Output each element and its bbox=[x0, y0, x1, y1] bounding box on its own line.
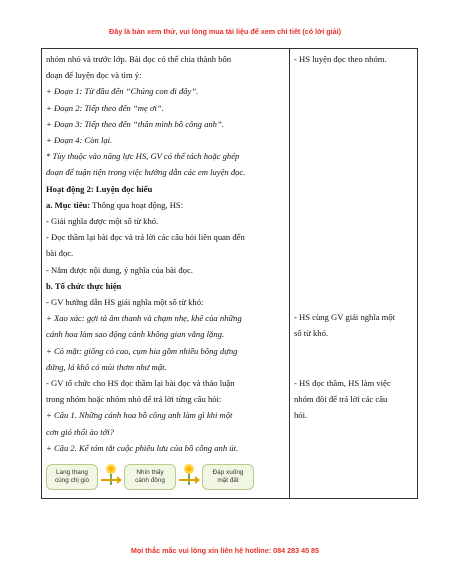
student-activity: số từ khó. bbox=[294, 328, 329, 339]
goal-text: Thông qua hoạt động, HS: bbox=[90, 199, 184, 210]
student-activity: hỏi. bbox=[294, 410, 308, 421]
preview-notice: Đây là bản xem thử, vui lòng mua tài liệu để xem chi tiết (có lời giải) bbox=[109, 27, 341, 36]
table-row bbox=[42, 49, 418, 499]
story-step-1 bbox=[46, 464, 98, 490]
step-label: cùng chị gió bbox=[54, 477, 90, 485]
step-label: mặt đất bbox=[217, 477, 239, 485]
instruction-line: trong nhóm hoặc nhóm nhỏ để trả lời từng câu hỏi: bbox=[46, 394, 222, 405]
note-line: * Tùy thuộc vào năng lực HS, GV có thể tách hoặc ghép bbox=[46, 151, 240, 162]
story-steps-diagram bbox=[46, 462, 285, 492]
instruction-line: - GV tổ chức cho HS đọc thầm lại bài đọc và thảo luận bbox=[46, 378, 235, 389]
story-step-3 bbox=[202, 464, 254, 490]
note-line: đoạn để tuận tiện trong việc hướng dẫn các em luyện đọc. bbox=[46, 167, 246, 178]
goal-item: - Giải nghĩa được một số từ khó. bbox=[46, 216, 159, 227]
student-activities-cell bbox=[290, 49, 418, 499]
activity-heading: Hoạt động 2: Luyện đọc hiểu bbox=[46, 183, 153, 194]
goal-item: - Đọc thầm lại bài đọc và trả lời các câu hỏi liên quan đến bbox=[46, 232, 245, 243]
vocab-line: + Cỏ mặt: giống cỏ cao, cụm hia gồm nhiều bông dựng bbox=[46, 345, 238, 356]
student-activity: - HS luyện đọc theo nhóm. bbox=[294, 54, 387, 64]
student-activity: nhóm đôi để trả lời các câu bbox=[294, 393, 388, 404]
vocab-line: + Xao xác: gợi tả âm thanh và chạm nhẹ, khẽ của những bbox=[46, 313, 242, 324]
vocab-line: cánh hoa làm sao động cảnh không gian vắng lặng. bbox=[46, 329, 225, 340]
step-label: Nhìn thấy bbox=[136, 469, 164, 477]
goal-label: a. Mục tiêu: bbox=[46, 199, 91, 210]
question-line: cơn gió thổi ào tới? bbox=[46, 426, 114, 437]
question-line: + Câu 1. Những cánh hoa bồ công anh làm gì khi một bbox=[46, 410, 233, 421]
vocab-line: đứng, lá khô có mùi thơm như mật. bbox=[46, 361, 167, 372]
dandelion-arrow-icon bbox=[98, 462, 124, 492]
dandelion-arrow-icon bbox=[176, 462, 202, 492]
organization-heading: b. Tổ chức thực hiện bbox=[46, 280, 122, 291]
lesson-plan-table bbox=[41, 48, 418, 499]
text-line: đoạn để luyện đọc và tìm ý: bbox=[46, 70, 142, 81]
goal-line bbox=[46, 197, 285, 213]
paragraph-3: + Đoạn 3: Tiếp theo đến “thân mình bồ công anh”. bbox=[46, 118, 224, 129]
text-line: nhóm nhỏ và trước lớp. Bài đọc có thể chia thành bốn bbox=[46, 54, 232, 64]
step-label: Lang thang bbox=[55, 469, 88, 477]
teacher-activities-cell bbox=[42, 49, 290, 499]
student-activity: - HS đọc thầm, HS làm việc bbox=[294, 377, 391, 388]
question-line: + Câu 2. Kể tóm tắt cuộc phiêu lưu của bồ công anh út. bbox=[46, 442, 239, 453]
paragraph-1: + Đoạn 1: Từ đầu đến “Chúng con đi đây”. bbox=[46, 86, 199, 97]
step-label: cánh đồng bbox=[135, 477, 165, 485]
step-label: Đáp xuống bbox=[212, 469, 244, 477]
hotline-notice: Mọi thắc mắc vui lòng xin liên hệ hotline: 084 283 45 85 bbox=[130, 546, 320, 555]
student-activity: - HS cùng GV giải nghĩa một bbox=[294, 312, 396, 323]
story-step-2 bbox=[124, 464, 176, 490]
paragraph-4: + Đoạn 4: Còn lại. bbox=[46, 135, 113, 146]
goal-item: - Nắm được nội dung, ý nghĩa của bài đọc. bbox=[46, 264, 193, 275]
goal-item: bài đọc. bbox=[46, 248, 74, 259]
paragraph-2: + Đoạn 2: Tiếp theo đến “mẹ ơi”. bbox=[46, 102, 164, 113]
instruction-line: - GV hướng dẫn HS giải nghĩa một số từ khó: bbox=[46, 297, 204, 308]
